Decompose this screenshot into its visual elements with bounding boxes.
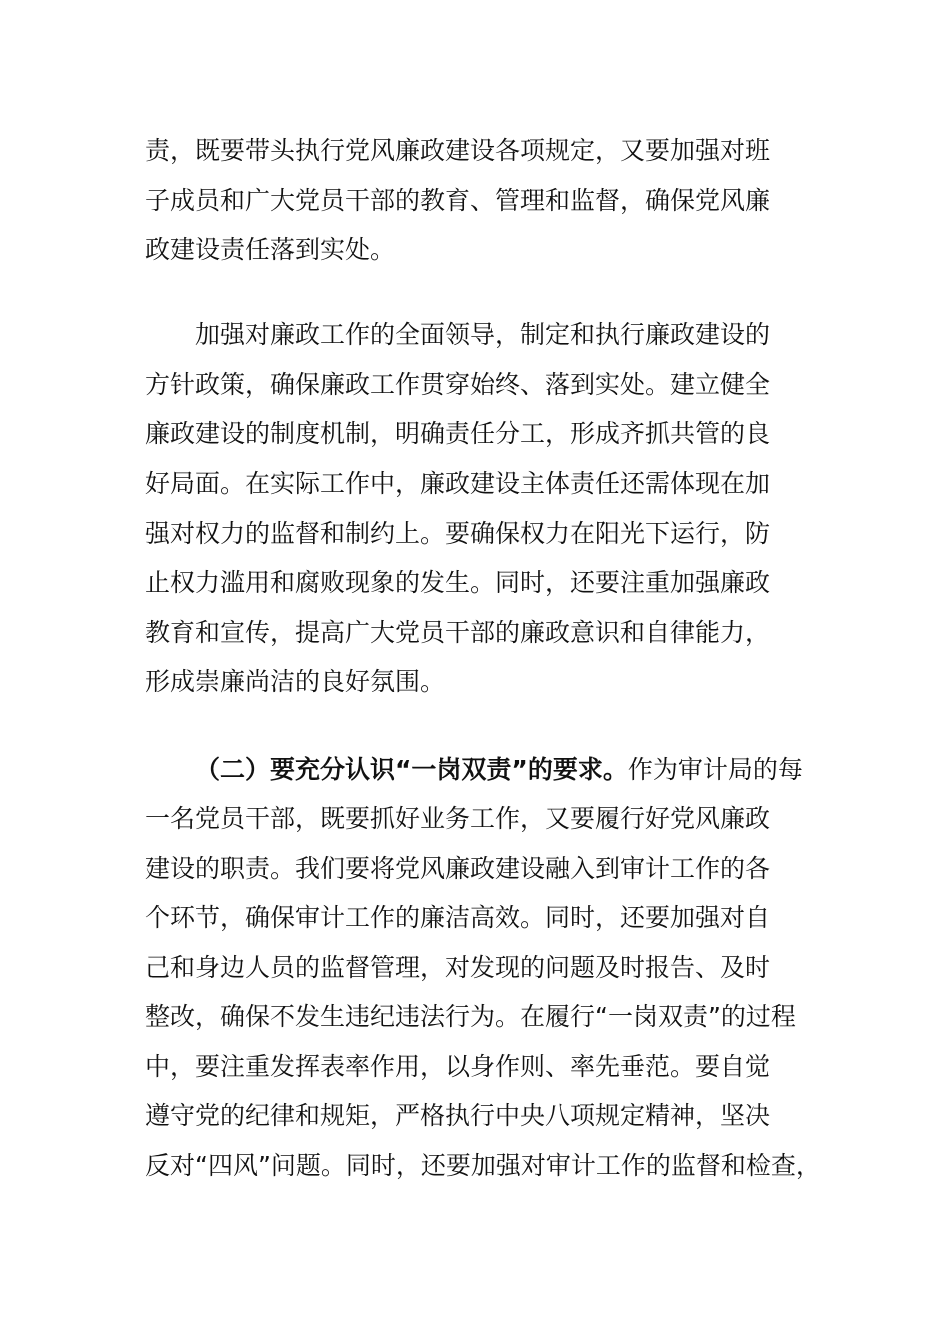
paragraph-3-line-8: 遵守党的纪律和规矩，严格执行中央八项规定精神，坚决 (145, 1101, 771, 1130)
paragraph-3-line-7: 中，要注重发挥表率作用，以身作则、率先垂范。要自觉 (145, 1052, 771, 1081)
paragraph-2-line-2: 方针政策，确保廉政工作贯穿始终、落到实处。建立健全 (145, 370, 771, 399)
paragraph-3-line-1 (195, 750, 895, 790)
paragraph-2-line-6: 止权力滥用和腐败现象的发生。同时，还要注重加强廉政 (145, 568, 771, 597)
paragraph-1-line-3: 政建设责任落到实处。 (145, 235, 396, 264)
paragraph-1-line-1: 责，既要带头执行党风廉政建设各项规定，又要加强对班 (145, 136, 771, 165)
paragraph-3-line-6: 整改，确保不发生违纪违法行为。在履行“一岗双责”的过程 (145, 1002, 796, 1031)
paragraph-2-line-1: 加强对廉政工作的全面领导，制定和执行廉政建设的 (195, 320, 771, 349)
paragraph-3-line-5: 己和身边人员的监督管理，对发现的问题及时报告、及时 (145, 953, 771, 982)
paragraph-2-line-7: 教育和宣传，提高广大党员干部的廉政意识和自律能力， (145, 618, 771, 647)
paragraph-3-line-2: 一名党员干部，既要抓好业务工作，又要履行好党风廉政 (145, 804, 771, 833)
paragraph-2-line-8: 形成崇廉尚洁的良好氛围。 (145, 667, 446, 696)
paragraph-2-line-4: 好局面。在实际工作中，廉政建设主体责任还需体现在加 (145, 469, 771, 498)
paragraph-3-line-3: 建设的职责。我们要将党风廉政建设融入到审计工作的各 (145, 854, 771, 883)
paragraph-2-line-5: 强对权力的监督和制约上。要确保权力在阳光下运行，防 (145, 519, 771, 548)
paragraph-3-line-9: 反对“四风”问题。同时，还要加强对审计工作的监督和检查， (145, 1151, 821, 1180)
paragraph-3-line-4: 个环节，确保审计工作的廉洁高效。同时，还要加强对自 (145, 903, 771, 932)
paragraph-1-line-2: 子成员和广大党员干部的教育、管理和监督，确保党风廉 (145, 186, 771, 215)
paragraph-2-line-3: 廉政建设的制度机制，明确责任分工，形成齐抓共管的良 (145, 419, 771, 448)
paragraph-3-line-1-rest: 作为审计局的每 (627, 755, 803, 784)
section-heading: （二）要充分认识“一岗双责”的要求。 (195, 755, 628, 784)
